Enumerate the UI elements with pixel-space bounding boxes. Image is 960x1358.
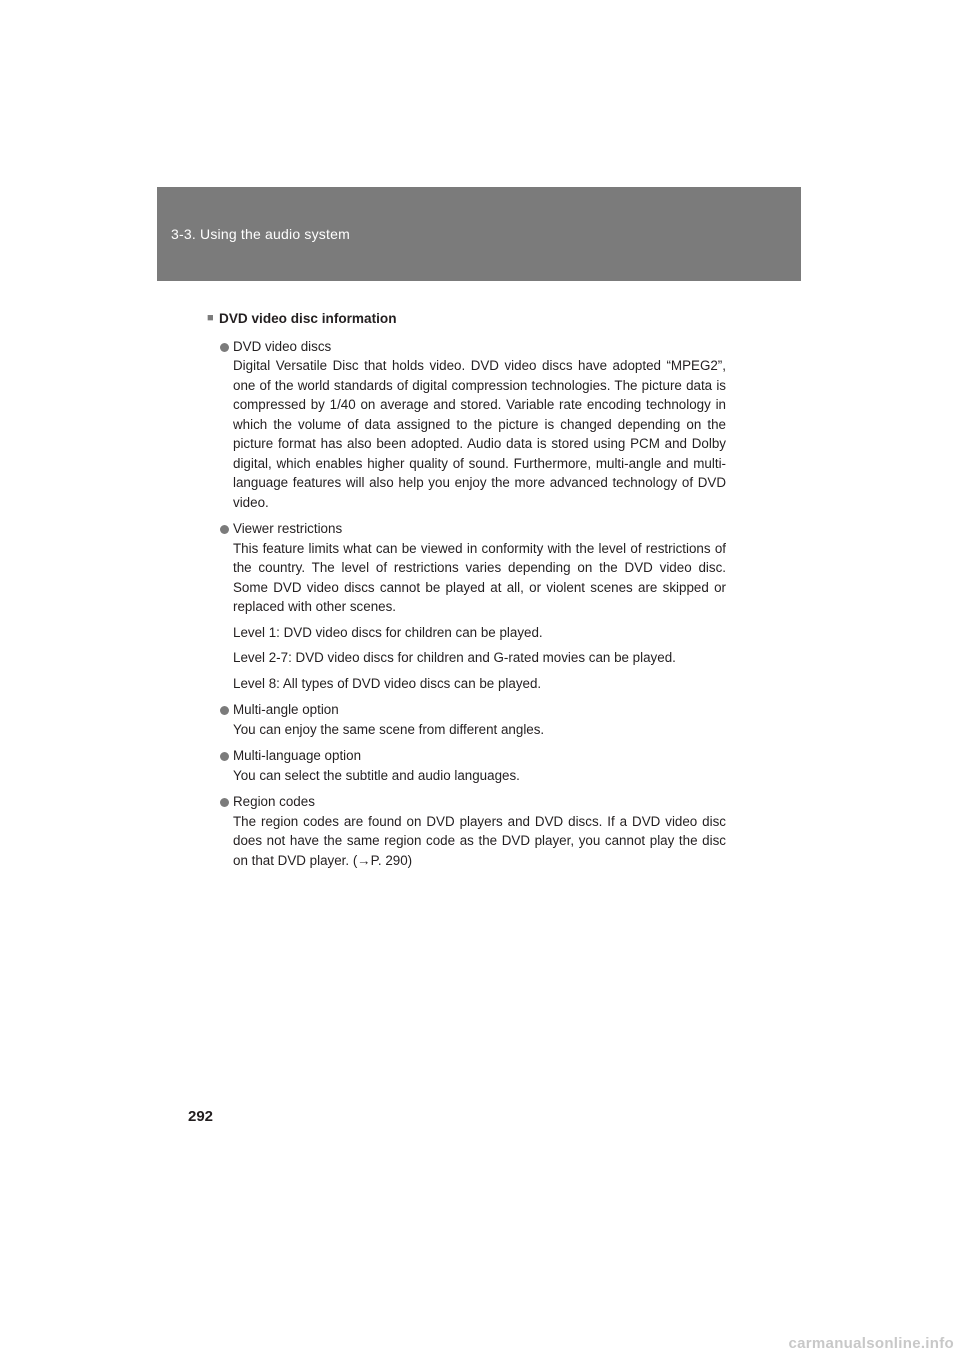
item-body: This feature limits what can be viewed in conformity with the level of restrictions of the country. The level of restrictions varies depending on the DVD video disc. Some DVD video discs cannot be played at all, or violent scenes are skipped or replaced with other scenes.	[233, 540, 726, 614]
restriction-level-1: Level 1: DVD video discs for children can be played.	[233, 624, 543, 640]
list-item-region-codes	[208, 792, 726, 870]
restriction-level-8: Level 8: All types of DVD video discs can be played.	[233, 675, 542, 691]
content-area	[208, 309, 726, 877]
circle-bullet-icon	[220, 706, 229, 715]
restriction-level-2-7: Level 2-7: DVD video discs for children and G-rated movies can be played.	[233, 650, 676, 665]
circle-bullet-icon	[220, 525, 229, 534]
item-title: DVD video discs	[233, 338, 332, 354]
circle-bullet-icon	[220, 798, 229, 807]
item-title: Multi-language option	[233, 748, 362, 763]
circle-bullet-icon	[220, 752, 229, 761]
section-heading-text: DVD video disc information	[219, 311, 397, 326]
item-title: Region codes	[233, 794, 315, 809]
list-item-dvd-video-discs	[208, 337, 726, 513]
watermark: carmanualsonline.info	[788, 1335, 954, 1352]
section-heading	[208, 309, 726, 329]
item-body: You can select the subtitle and audio languages.	[233, 767, 520, 783]
item-body: The region codes are found on DVD players and DVD discs. If a DVD video disc does not have the same region code as the DVD player, you cannot play the disc on that DVD player. (→P. 290)	[233, 813, 726, 868]
item-title: Multi-angle option	[233, 702, 339, 717]
list-item-viewer-restrictions	[208, 519, 726, 693]
square-bullet-icon: ■	[207, 312, 214, 324]
section-header-band	[157, 187, 801, 281]
page-number: 292	[188, 1108, 214, 1125]
list-item-multi-angle	[208, 700, 726, 739]
item-body: You can enjoy the same scene from different angles.	[233, 721, 545, 737]
list-item-multi-language	[208, 746, 726, 785]
item-title: Viewer restrictions	[233, 521, 343, 536]
section-title: 3-3. Using the audio system	[171, 226, 350, 242]
circle-bullet-icon	[220, 343, 229, 352]
item-body: Digital Versatile Disc that holds video. DVD video discs have adopted “MPEG2”, one of the world standards of digital compression technologies. The picture data is compressed by 1/40 on average and stored. Variable rate encoding technology in which the volume of data assigned to the picture is changed depending on the picture format has also been adopted. Audio data is stored using PCM and Dolby digital, which enables higher quality of sound. Furthermore, multi-angle and multi-language features will also help you enjoy the more advanced technology of DVD video.	[233, 358, 726, 510]
